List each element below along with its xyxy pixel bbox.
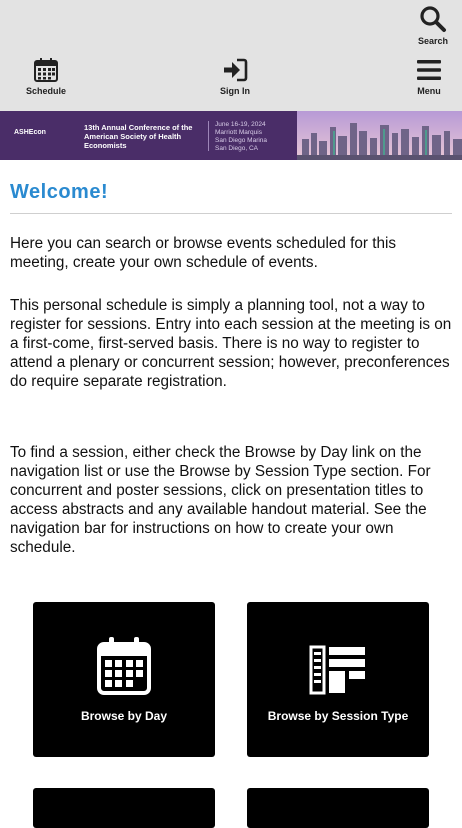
sign-in-button[interactable] xyxy=(220,57,250,96)
conference-city: San Diego, CA xyxy=(215,145,258,152)
page-title: Welcome! xyxy=(10,181,109,203)
menu-label: Menu xyxy=(417,86,441,96)
sign-in-icon xyxy=(222,57,248,83)
conference-dates: June 16-19, 2024 xyxy=(215,121,266,128)
navigation-tile[interactable] xyxy=(33,788,215,828)
search-icon xyxy=(419,5,447,33)
ashecon-logo: ASHEcon xyxy=(14,129,46,136)
calendar-icon xyxy=(97,637,151,695)
intro-paragraph: Here you can search or browse events scheduled for this meeting, create your own schedule of events. xyxy=(10,235,397,271)
hamburger-icon xyxy=(416,57,442,83)
browse-by-day-label: Browse by Day xyxy=(80,709,168,723)
conference-venue: Marriott Marquis xyxy=(215,129,262,136)
browse-by-day-tile[interactable] xyxy=(33,602,215,757)
find-session-paragraph: To find a session, either check the Browse by Day link on the navigation list or use the Browse by Session Type section. For concurrent and poster sessions, click on presentation titles to access abstracts and any available handout material. See the navigation bar for instructions on how to create your own schedule. xyxy=(10,444,431,556)
schedule-info-paragraph: This personal schedule is simply a planning tool, not a way to register for sessions. Entry into each session at the meeting is on a first-come, first-served basis. There is no way to register to attend a plenary or concurrent session; however, preconferences do require separate registration. xyxy=(10,297,452,390)
search-label: Search xyxy=(417,36,448,46)
navigation-tile[interactable] xyxy=(247,788,429,828)
calendar-icon xyxy=(33,57,59,83)
search-button[interactable] xyxy=(418,5,448,46)
browse-by-session-type-label: Browse by Session Type xyxy=(267,709,409,723)
sign-in-label: Sign In xyxy=(220,86,250,96)
conference-title: 13th Annual Conference of the American Society of Health Economists xyxy=(84,123,193,150)
conference-banner xyxy=(0,111,462,160)
browse-by-session-type-tile[interactable] xyxy=(247,602,429,757)
conference-venue-2: San Diego Marina xyxy=(215,137,268,144)
title-divider xyxy=(10,213,452,214)
city-skyline-image xyxy=(297,111,462,160)
top-navigation-bar xyxy=(0,0,462,111)
schedule-label: Schedule xyxy=(26,86,67,96)
conference-details xyxy=(215,121,267,153)
menu-button[interactable] xyxy=(416,57,442,96)
banner-divider xyxy=(208,121,209,151)
list-layout-icon xyxy=(309,645,367,695)
schedule-button[interactable] xyxy=(26,57,66,96)
